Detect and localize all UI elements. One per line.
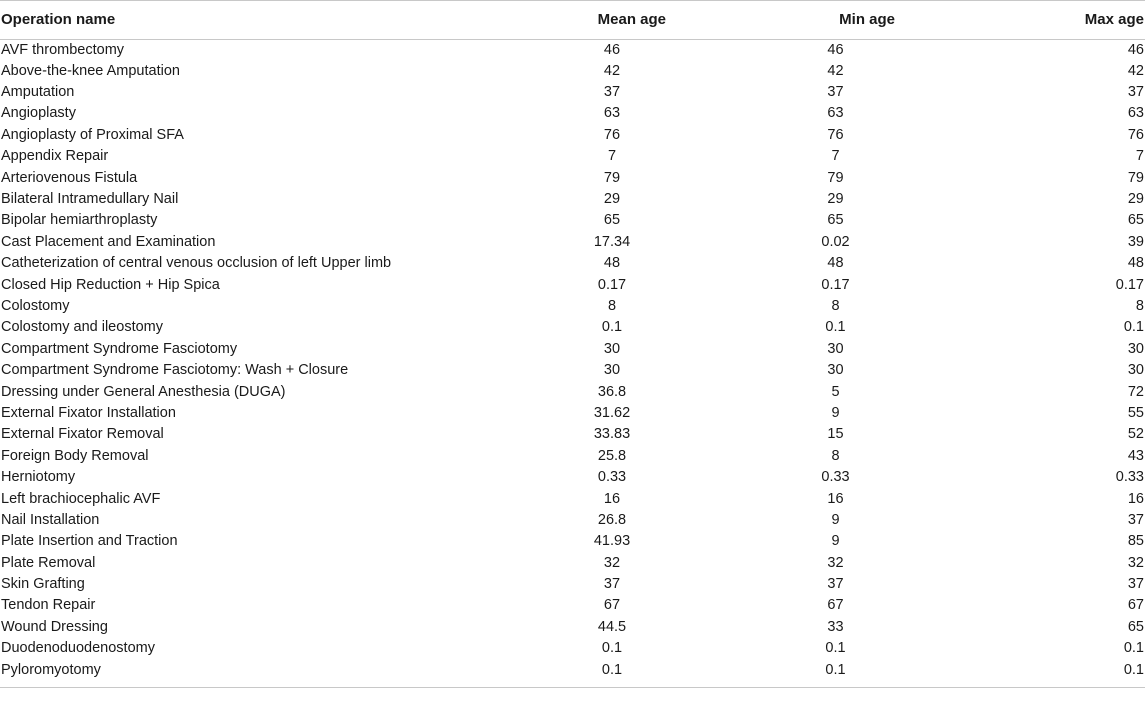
table-row: [0, 403, 1145, 424]
cell-mean-age: 7: [607, 148, 617, 165]
cell-min-age: 67: [827, 597, 844, 614]
cell-max-age: 30: [1127, 340, 1144, 357]
cell-mean-age: 37: [603, 576, 621, 593]
table-row: [0, 424, 1145, 445]
cell-mean-age: 63: [603, 105, 621, 122]
cell-max-age: 29: [1127, 191, 1144, 208]
cell-min-age: 9: [831, 533, 840, 550]
cell-min-age: 0.1: [825, 661, 846, 678]
cell-operation-name: Cast Placement and Examination: [1, 233, 216, 250]
cell-max-age: 52: [1127, 426, 1144, 443]
cell-mean-age: 79: [603, 169, 621, 186]
table-row: [0, 296, 1145, 317]
cell-operation-name: Skin Grafting: [1, 576, 85, 593]
cell-mean-age: 67: [603, 597, 621, 614]
cell-operation-name: Plate Removal: [1, 554, 96, 571]
cell-operation-name: Duodenoduodenostomy: [1, 640, 155, 657]
cell-min-age: 16: [827, 490, 844, 507]
cell-operation-name: Colostomy and ileostomy: [1, 319, 163, 336]
cell-mean-age: 16: [603, 490, 621, 507]
table-row: [0, 167, 1145, 188]
cell-operation-name: Arteriovenous Fistula: [1, 169, 138, 186]
cell-max-age: 0.1: [1123, 661, 1144, 678]
table-row: [0, 574, 1145, 595]
cell-mean-age: 0.1: [601, 319, 623, 336]
cell-max-age: 37: [1127, 84, 1144, 101]
cell-max-age: 79: [1127, 169, 1144, 186]
table-row: [0, 659, 1145, 680]
cell-min-age: 37: [827, 576, 844, 593]
cell-max-age: 43: [1127, 447, 1144, 464]
cell-operation-name: Foreign Body Removal: [1, 447, 149, 464]
table-row: [0, 274, 1145, 295]
table-row: [0, 82, 1145, 103]
cell-min-age: 32: [827, 554, 844, 571]
cell-mean-age: 26.8: [597, 511, 627, 528]
cell-mean-age: 8: [607, 297, 617, 314]
cell-mean-age: 30: [603, 340, 621, 357]
cell-operation-name: Compartment Syndrome Fasciotomy: Wash + Closure: [1, 362, 349, 379]
cell-mean-age: 0.1: [601, 640, 623, 657]
cell-min-age: 9: [831, 511, 840, 528]
table-row: [0, 253, 1145, 274]
cell-max-age: 8: [1135, 297, 1144, 314]
cell-max-age: 32: [1127, 554, 1144, 571]
cell-mean-age: 29: [603, 191, 621, 208]
cell-operation-name: Appendix Repair: [1, 148, 109, 165]
cell-min-age: 8: [831, 297, 840, 314]
cell-min-age: 15: [827, 426, 844, 443]
cell-max-age: 46: [1127, 41, 1144, 58]
cell-min-age: 37: [827, 84, 844, 101]
cell-operation-name: Compartment Syndrome Fasciotomy: [1, 340, 238, 357]
cell-max-age: 7: [1135, 148, 1144, 165]
table-row: [0, 381, 1145, 402]
header-row: [0, 1, 1145, 39]
table-row: [0, 232, 1145, 253]
cell-operation-name: Wound Dressing: [1, 618, 108, 635]
cell-min-age: 65: [827, 212, 844, 229]
table-body: [0, 39, 1145, 681]
cell-max-age: 37: [1127, 511, 1144, 528]
table-row: [0, 531, 1145, 552]
cell-mean-age: 0.1: [601, 661, 623, 678]
cell-operation-name: Angioplasty of Proximal SFA: [1, 126, 184, 143]
cell-operation-name: Angioplasty: [1, 105, 76, 122]
cell-mean-age: 65: [603, 212, 621, 229]
cell-mean-age: 17.34: [593, 233, 631, 250]
cell-max-age: 48: [1127, 255, 1144, 272]
cell-min-age: 29: [827, 191, 844, 208]
table-row: [0, 360, 1145, 381]
cell-min-age: 8: [831, 447, 840, 464]
cell-min-age: 30: [827, 362, 844, 379]
cell-mean-age: 30: [603, 362, 621, 379]
cell-operation-name: AVF thrombectomy: [1, 41, 125, 58]
cell-max-age: 65: [1127, 212, 1144, 229]
cell-max-age: 72: [1127, 383, 1144, 400]
cell-min-age: 30: [827, 340, 844, 357]
cell-mean-age: 33.83: [593, 426, 631, 443]
cell-max-age: 0.1: [1123, 319, 1144, 336]
cell-operation-name: Dressing under General Anesthesia (DUGA): [1, 383, 286, 400]
cell-operation-name: Bipolar hemiarthroplasty: [1, 212, 158, 229]
table-row: [0, 446, 1145, 467]
table-row: [0, 488, 1145, 509]
cell-max-age: 67: [1127, 597, 1144, 614]
cell-operation-name: Colostomy: [1, 297, 70, 314]
table-row: [0, 617, 1145, 638]
cell-mean-age: 25.8: [597, 447, 627, 464]
table-row: [0, 339, 1145, 360]
cell-min-age: 0.33: [821, 469, 850, 486]
cell-min-age: 42: [827, 62, 844, 79]
cell-operation-name: Above-the-knee Amputation: [1, 62, 180, 79]
cell-max-age: 37: [1127, 576, 1144, 593]
cell-mean-age: 41.93: [593, 533, 631, 550]
cell-min-age: 7: [831, 148, 840, 165]
cell-mean-age: 36.8: [597, 383, 627, 400]
cell-min-age: 79: [827, 169, 844, 186]
table-row: [0, 146, 1145, 167]
table-row: [0, 510, 1145, 531]
table-row: [0, 552, 1145, 573]
cell-min-age: 76: [827, 126, 844, 143]
cell-operation-name: External Fixator Installation: [1, 404, 176, 421]
cell-mean-age: 46: [603, 41, 621, 58]
cell-mean-age: 37: [603, 84, 621, 101]
header-max-age: Max age: [1084, 11, 1144, 29]
cell-operation-name: Closed Hip Reduction + Hip Spica: [1, 276, 220, 293]
cell-max-age: 16: [1127, 490, 1144, 507]
table-row: [0, 125, 1145, 146]
cell-max-age: 0.1: [1123, 640, 1144, 657]
cell-mean-age: 31.62: [593, 404, 631, 421]
cell-max-age: 85: [1127, 533, 1144, 550]
cell-operation-name: Plate Insertion and Traction: [1, 533, 178, 550]
cell-max-age: 0.17: [1115, 276, 1144, 293]
cell-max-age: 63: [1127, 105, 1144, 122]
cell-mean-age: 48: [603, 255, 621, 272]
cell-mean-age: 0.17: [597, 276, 627, 293]
cell-min-age: 46: [827, 41, 844, 58]
table-row: [0, 103, 1145, 124]
cell-operation-name: Catheterization of central venous occlusion of left Upper limb: [1, 255, 392, 272]
cell-min-age: 0.1: [825, 319, 846, 336]
cell-operation-name: External Fixator Removal: [1, 426, 164, 443]
operations-age-table: [0, 1, 1145, 681]
cell-min-age: 5: [831, 383, 840, 400]
cell-operation-name: Pyloromyotomy: [1, 661, 101, 678]
table-row: [0, 467, 1145, 488]
header-min-age: Min age: [839, 11, 895, 29]
cell-max-age: 55: [1127, 404, 1144, 421]
header-operation-name: Operation name: [1, 11, 116, 29]
table-bottom-rule: [0, 687, 1145, 688]
header-mean-age: Mean age: [597, 11, 666, 29]
cell-max-age: 30: [1127, 362, 1144, 379]
cell-max-age: 65: [1127, 618, 1144, 635]
cell-min-age: 33: [827, 618, 844, 635]
table-row: [0, 638, 1145, 659]
cell-mean-age: 42: [603, 62, 621, 79]
table-row: [0, 210, 1145, 231]
cell-max-age: 76: [1127, 126, 1144, 143]
cell-min-age: 63: [827, 105, 844, 122]
table-row: [0, 317, 1145, 338]
cell-min-age: 0.1: [825, 640, 846, 657]
cell-operation-name: Tendon Repair: [1, 597, 96, 614]
cell-mean-age: 44.5: [597, 618, 627, 635]
cell-operation-name: Left brachiocephalic AVF: [1, 490, 161, 507]
cell-mean-age: 0.33: [597, 469, 627, 486]
cell-min-age: 9: [831, 404, 840, 421]
cell-mean-age: 76: [603, 126, 621, 143]
cell-max-age: 42: [1127, 62, 1144, 79]
cell-min-age: 48: [827, 255, 844, 272]
table-row: [0, 39, 1145, 61]
cell-mean-age: 32: [603, 554, 621, 571]
table-row: [0, 189, 1145, 210]
cell-max-age: 0.33: [1115, 469, 1144, 486]
cell-operation-name: Nail Installation: [1, 511, 100, 528]
cell-operation-name: Amputation: [1, 84, 75, 101]
cell-min-age: 0.17: [821, 276, 850, 293]
table-row: [0, 61, 1145, 82]
cell-operation-name: Herniotomy: [1, 469, 76, 486]
cell-max-age: 39: [1127, 233, 1144, 250]
cell-operation-name: Bilateral Intramedullary Nail: [1, 191, 179, 208]
table-header: [0, 1, 1145, 39]
cell-min-age: 0.02: [821, 233, 850, 250]
table-row: [0, 595, 1145, 616]
